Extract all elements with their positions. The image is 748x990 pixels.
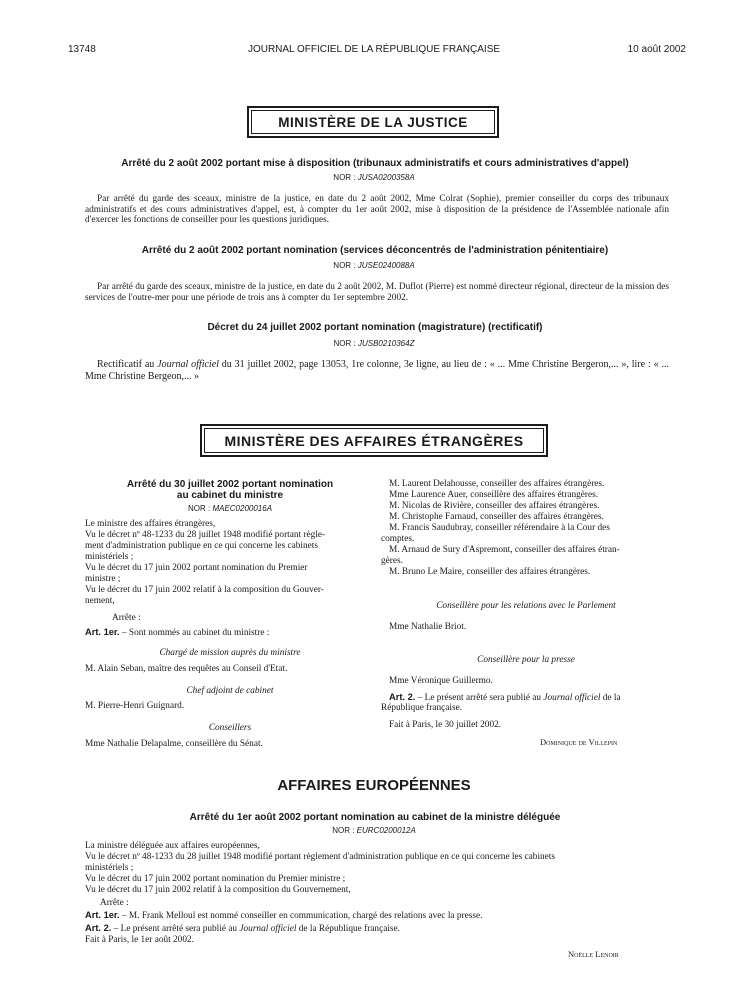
ae-presse-name: Mme Véronique Guillermo. xyxy=(389,676,493,686)
ae-conseillers-heading: Conseillers xyxy=(208,723,252,733)
article-text: – Le présent arrêté sera publié au xyxy=(111,924,240,934)
ae-parlement-heading: Conseillère pour les relations avec le Parlement xyxy=(436,601,616,611)
ae-article-1 xyxy=(85,627,269,639)
eu-article-1 xyxy=(85,910,482,922)
ae-visa-line: ministériels ; xyxy=(85,552,134,562)
eu-visa-line: Vu le décret du 17 juin 2002 relatif à la composition du Gouvernement, xyxy=(85,885,351,895)
article-label: Art. 1er. xyxy=(85,627,120,637)
decret-nor xyxy=(0,339,748,348)
ae-title-line2: au cabinet du ministre xyxy=(176,490,284,501)
decret-body xyxy=(85,359,669,383)
article-label: Art. 2. xyxy=(389,692,416,702)
decret-title: Décret du 24 juillet 2002 portant nomination (magistrature) (rectificatif) xyxy=(207,322,543,333)
nor-code: MAEC0200016A xyxy=(212,504,273,513)
article-label: Art. 2. xyxy=(85,923,112,933)
ae-visa-line: Le ministre des affaires étrangères, xyxy=(85,519,216,529)
journal-title: JOURNAL OFFICIEL DE LA RÉPUBLIQUE FRANÇAISE xyxy=(247,44,501,55)
arrete1-nor xyxy=(0,173,748,182)
ae-visa-line: Vu le décret du 17 juin 2002 portant nomination du Premier xyxy=(85,563,308,573)
article-text: – Sont nommés au cabinet du ministre : xyxy=(119,628,270,638)
nor-code: EURC0200012A xyxy=(356,826,416,835)
ae-nor xyxy=(85,504,375,513)
decret-body-text: Rectificatif au xyxy=(97,359,158,370)
ae-chef-heading: Chef adjoint de cabinet xyxy=(186,686,274,696)
ae-visa-line: Vu le décret nº 48-1233 du 28 juillet 1948 modifié portant règle- xyxy=(85,530,326,540)
nor-label: NOR : xyxy=(333,261,356,270)
nor-code: JUSE0240088A xyxy=(357,261,415,270)
article-text: – M. Frank Melloul est nommé conseiller en communication, chargé des relations avec la presse. xyxy=(119,911,483,921)
decret-body-journal: Journal officiel xyxy=(157,359,219,370)
ae-parlement-name: Mme Nathalie Briot. xyxy=(389,622,467,632)
ae-visa-line: nement, xyxy=(85,596,115,606)
eu-title: Arrêté du 1er août 2002 portant nomination au cabinet de la ministre déléguée xyxy=(189,812,561,823)
nor-code: JUSB0210364Z xyxy=(357,339,415,348)
ae-presse-heading: Conseillère pour la presse xyxy=(477,655,575,665)
ae-conseiller-line: gères. xyxy=(381,556,403,566)
ae-charge-heading: Chargé de mission auprès du ministre xyxy=(159,648,301,658)
article-text-end: de la République française. xyxy=(296,924,400,934)
eu-visa-line: La ministre déléguée aux affaires européennes, xyxy=(85,841,260,851)
eu-arrete-label: Arrête : xyxy=(100,898,129,908)
ae-conseiller-line: M. Laurent Delahousse, conseiller des affaires étrangères. xyxy=(389,479,605,489)
ae-signature: Dominique de Villepin xyxy=(540,737,618,747)
nor-label: NOR : xyxy=(187,504,211,513)
ae-conseiller-line: M. Christophe Farnaud, conseiller des affaires étrangères. xyxy=(389,512,604,522)
eu-article-2 xyxy=(85,923,400,935)
ae-visa-line: Vu le décret du 17 juin 2002 relatif à la composition du Gouver- xyxy=(85,585,324,595)
ae-visa-line: ministre ; xyxy=(85,574,121,584)
section-box-affaires-etrangeres xyxy=(200,424,548,457)
section-title-affaires-etrangeres: MINISTÈRE DES AFFAIRES ÉTRANGÈRES xyxy=(204,428,544,453)
ae-charge-name: M. Alain Seban, maître des requêtes au Conseil d'Etat. xyxy=(85,664,288,674)
ae-conseiller-line: M. Nicolas de Rivière, conseiller des affaires étrangères. xyxy=(389,501,600,511)
eu-visa-line: Vu le décret nº 48-1233 du 28 juillet 1948 modifié portant règlement d'administration publique en ce qui concerne les cabinets xyxy=(85,852,556,862)
article-label: Art. 1er. xyxy=(85,910,120,920)
arrete1-body: Par arrêté du garde des sceaux, ministre de la justice, en date du 2 août 2002, Mme Colrat (Sophie), premier conseiller du corps des tribunaux administratifs et des cours administratives d'appel, est, à compter du 1er août 2002, mise à disposition de la présidence de l'Assemblée nationale afin d'exercer les fonctions de conseiller pour les questions juridiques. xyxy=(85,194,669,226)
article-text-end: de la xyxy=(600,693,621,703)
arrete2-nor xyxy=(0,261,748,270)
section-box-justice xyxy=(247,106,499,138)
ae-conseiller-line: comptes. xyxy=(381,534,415,544)
section-title-justice: MINISTÈRE DE LA JUSTICE xyxy=(251,110,495,134)
eu-visa-line: ministériels ; xyxy=(85,863,134,873)
article-journal: Journal officiel xyxy=(543,693,601,703)
ae-fait: Fait à Paris, le 30 juillet 2002. xyxy=(389,720,502,730)
arrete2-title: Arrêté du 2 août 2002 portant nomination (services déconcentrés de l'administration pénitentiaire) xyxy=(141,245,609,256)
nor-label: NOR : xyxy=(332,826,355,835)
article-journal: Journal officiel xyxy=(239,924,297,934)
ae-conseiller-line: M. Arnaud de Sury d'Aspremont, conseiller des affaires étran- xyxy=(389,545,620,555)
ae-conseiller-line: M. Francis Saudubray, conseiller référendaire à la Cour des xyxy=(389,523,610,533)
section-title-affaires-europeennes: AFFAIRES EUROPÉENNES xyxy=(277,777,471,794)
eu-signature: Noëlle Lenoir xyxy=(568,949,619,959)
arrete1-title: Arrêté du 2 août 2002 portant mise à disposition (tribunaux administratifs et cours administratives d'appel) xyxy=(121,158,629,169)
ae-conseiller-left: Mme Nathalie Delapalme, conseillère du Sénat. xyxy=(85,739,263,749)
nor-code: JUSA0200358A xyxy=(357,173,415,182)
ae-conseiller-line: Mme Laurence Auer, conseillère des affaires étrangères. xyxy=(389,490,599,500)
decret-body-rest: du 31 juillet 2002, page 13053, 1re colonne, 3e ligne, au lieu de : « ... Mme Christine Bergeron,... », lire : « ... Mme Christine Bergeon,... » xyxy=(85,359,669,382)
arrete2-body: Par arrêté du garde des sceaux, ministre de la justice, en date du 2 août 2002, M. Duflot (Pierre) est nommé directeur régional, directeur de la mission des services de l'outre-mer pour une période de trois ans à compter du 1er septembre 2002. xyxy=(85,282,669,303)
eu-visa-line: Vu le décret du 17 juin 2002 portant nomination du Premier ministre ; xyxy=(85,874,346,884)
eu-nor xyxy=(0,826,748,835)
article-text: – Le présent arrêté sera publié au xyxy=(415,693,544,703)
nor-label: NOR : xyxy=(333,339,356,348)
ae-title-line1: Arrêté du 30 juillet 2002 portant nomination xyxy=(126,479,334,490)
ae-chef-name: M. Pierre-Henri Guignard. xyxy=(85,701,185,711)
page-number: 13748 xyxy=(68,44,96,55)
ae-conseiller-line: M. Bruno Le Maire, conseiller des affaires étrangères. xyxy=(389,567,591,577)
ae-article-2-line2: République française. xyxy=(381,703,463,713)
issue-date: 10 août 2002 xyxy=(627,44,686,55)
eu-fait: Fait à Paris, le 1er août 2002. xyxy=(85,935,194,945)
ae-arrete-label: Arrête : xyxy=(112,613,141,623)
nor-label: NOR : xyxy=(333,173,356,182)
ae-visa-line: ment d'administration publique en ce qui concerne les cabinets xyxy=(85,541,318,551)
